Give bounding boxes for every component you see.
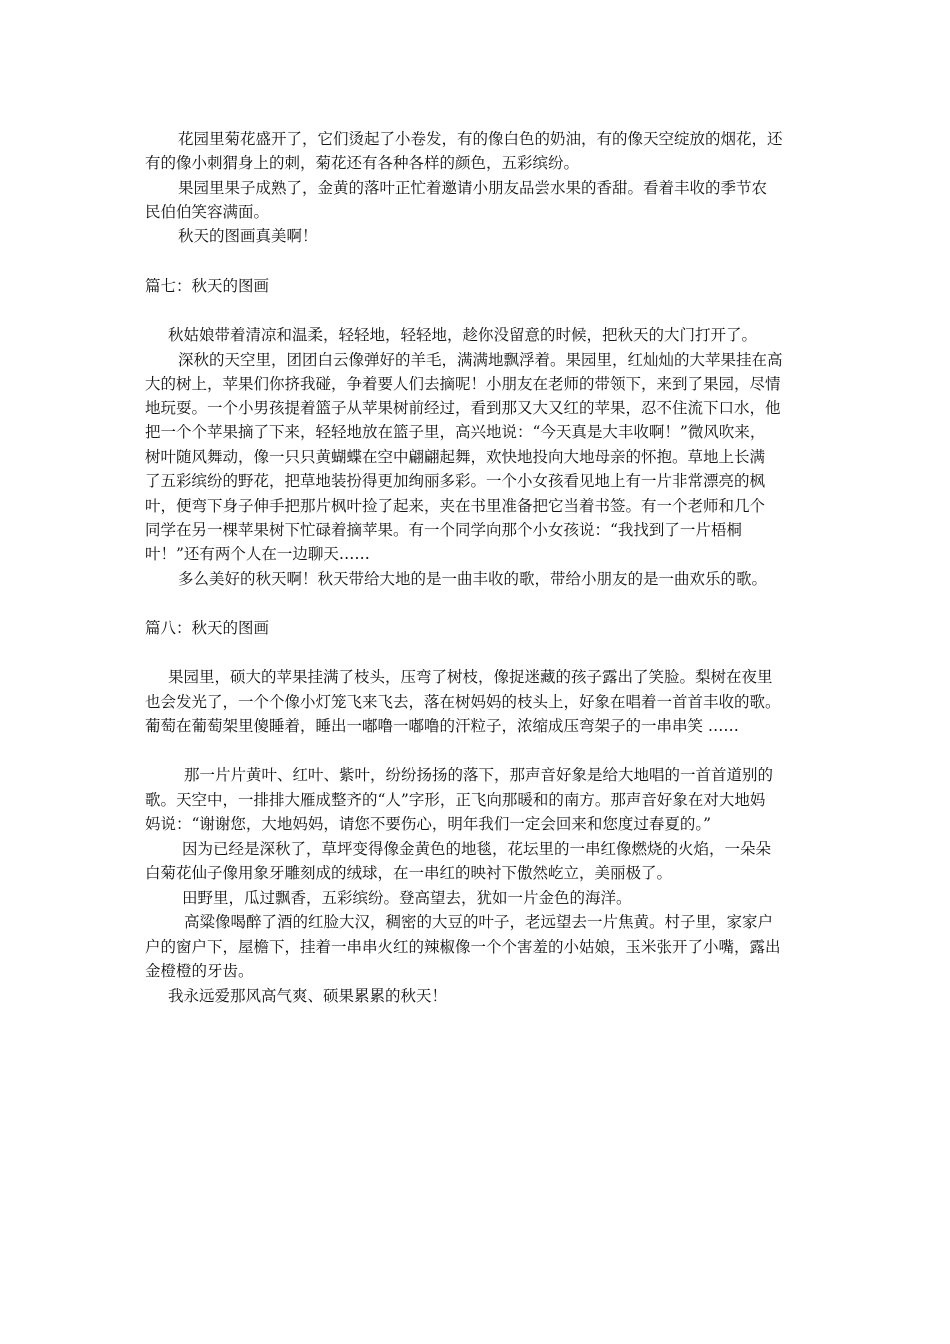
intro-p3: 秋天的图画真美啊！	[178, 227, 318, 245]
intro-p2-line2: 民伯伯笑容满面。	[145, 203, 270, 221]
section8-p2-line3: 妈说：“谢谢您，大地妈妈，请您不要伤心，明年我们一定会回来和您度过春夏的。”	[145, 815, 712, 833]
section8-p2-line2: 歌。天空中，一排排大雁成整齐的“人”字形，正飞向那暖和的南方。那声音好象在对大地妈	[145, 791, 766, 809]
section7-p2-line8: 同学在另一棵苹果树下忙碌着摘苹果。有一个同学向那个小女孩说：“我找到了一片梧桐	[145, 521, 742, 539]
section8-heading: 篇八：秋天的图画	[145, 619, 270, 637]
section7-p2-line2: 大的树上，苹果们你挤我碰，争着要人们去摘呢！小朋友在老师的带领下，来到了果园，尽情	[145, 375, 781, 393]
intro-p1-line2: 有的像小刺猬身上的刺，菊花还有各种各样的颜色，五彩缤纷。	[145, 154, 580, 172]
section8-p3-line2: 白菊花仙子像用象牙雕刻成的绒球，在一串红的映衬下傲然屹立，美丽极了。	[145, 864, 673, 882]
section8-p1-line2: 也会发光了，一个个像小灯笼飞来飞去，落在树妈妈的枝头上，好象在唱着一首首丰收的歌。	[145, 693, 781, 711]
intro-p1-line1: 花园里菊花盛开了，它们烫起了小卷发，有的像白色的奶油，有的像天空绽放的烟花，还	[178, 130, 783, 148]
section7-p2-line1: 深秋的天空里，团团白云像弹好的羊毛，满满地飘浮着。果园里，红灿灿的大苹果挂在高	[178, 351, 783, 369]
section8-p1-line3: 葡萄在葡萄架里傻睡着，睡出一嘟噜一嘟噜的汗粒子，浓缩成压弯架子的一串串笑 ……	[145, 717, 739, 735]
section8-p3-line1: 因为已经是深秋了，草坪变得像金黄色的地毯，花坛里的一串红像燃烧的火焰，一朵朵	[182, 840, 772, 858]
section7-p2-line9: 叶！”还有两个人在一边聊天……	[145, 545, 370, 563]
section7-p1: 秋姑娘带着清凉和温柔，轻轻地，轻轻地，趁你没留意的时候，把秋天的大门打开了。	[168, 326, 758, 344]
intro-p2-line1: 果园里果子成熟了，金黄的落叶正忙着邀请小朋友品尝水果的香甜。看着丰收的季节农	[178, 179, 768, 197]
section8-p5-line1: 高粱像喝醉了酒的红脸大汉，稠密的大豆的叶子，老远望去一片焦黄。村子里，家家户	[184, 913, 774, 931]
section7-p2-line3: 地玩耍。一个小男孩提着篮子从苹果树前经过，看到那又大又红的苹果，忍不住流下口水，他	[145, 399, 781, 417]
section8-p5-line2: 户的窗户下，屋檐下，挂着一串串火红的辣椒像一个个害羞的小姑娘，玉米张开了小嘴，露出	[145, 938, 781, 956]
section7-p3: 多么美好的秋天啊！秋天带给大地的是一曲丰收的歌，带给小朋友的是一曲欢乐的歌。	[178, 570, 768, 588]
section8-p5-line3: 金橙橙的牙齿。	[145, 962, 254, 980]
section8-p1-line1: 果园里，硕大的苹果挂满了枝头，压弯了树枝，像捉迷藏的孩子露出了笑脸。梨树在夜里	[168, 668, 773, 686]
section7-p2-line5: 树叶随风舞动，像一只只黄蝴蝶在空中翩翩起舞，欢快地投向大地母亲的怀抱。草地上长满	[145, 448, 766, 466]
section7-heading: 篇七：秋天的图画	[145, 277, 270, 295]
section7-p2-line4: 把一个个苹果摘了下来，轻轻地放在篮子里，高兴地说：“今天真是大丰收啊！”微风吹来，	[145, 423, 766, 441]
section8-p4: 田野里，瓜过飘香，五彩缤纷。登高望去，犹如一片金色的海洋。	[182, 889, 632, 907]
section8-p6: 我永远爱那风高气爽、硕果累累的秋天！	[168, 987, 448, 1005]
section7-p2-line7: 叶，便弯下身子伸手把那片枫叶捡了起来，夹在书里准备把它当着书签。有一个老师和几个	[145, 497, 766, 515]
section8-p2-line1: 那一片片黄叶、红叶、紫叶，纷纷扬扬的落下，那声音好象是给大地唱的一首首道别的	[184, 766, 774, 784]
section7-p2-line6: 了五彩缤纷的野花，把草地装扮得更加绚丽多彩。一个小女孩看见地上有一片非常漂亮的枫	[145, 472, 766, 490]
